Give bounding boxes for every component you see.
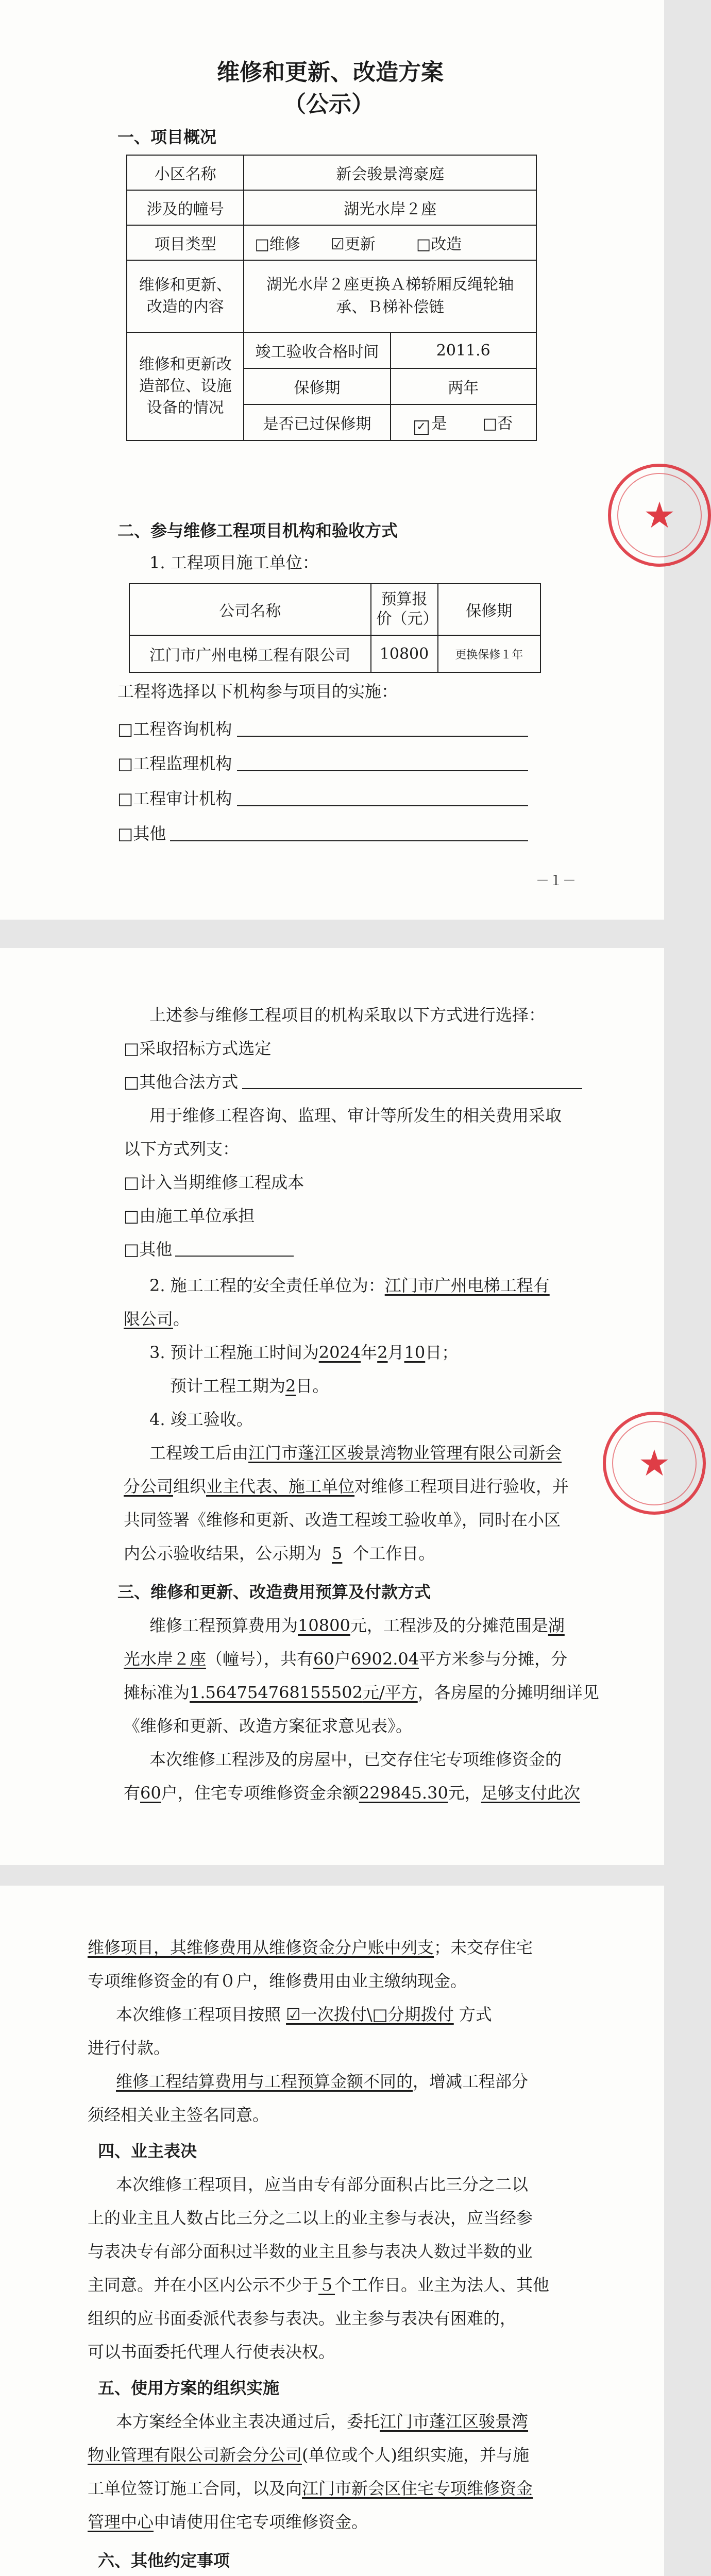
filled-value: 5 [332, 1544, 343, 1563]
text-span: 3. 预计工程施工时间为 [149, 1343, 319, 1362]
org-other: □其他 [117, 824, 166, 843]
text-span: 元， [448, 1783, 481, 1803]
text-span: 日。 [296, 1376, 329, 1396]
p3-line: 须经相关业主签名同意。 [88, 2105, 269, 2125]
filled-value: 1.564754768155502 [190, 1683, 363, 1702]
expired-yes: 是 [431, 414, 447, 433]
document-subtitle: （公示） [283, 91, 374, 117]
p3-line [88, 2275, 549, 2295]
text-span: 组织 [173, 1477, 207, 1496]
p3-line [88, 1937, 533, 1958]
acceptance-label: 竣工验收合格时间 [244, 332, 390, 368]
project-type-label: 项目类型 [127, 225, 244, 260]
filled-value: 足够支付此次 [481, 1783, 580, 1803]
parts-label: 维修和更新改造部位、设施设备的情况 [127, 332, 244, 440]
content-label: 维修和更新、改造的内容 [127, 260, 244, 332]
text-span: 对维修工程项目进行验收，并 [354, 1477, 569, 1496]
text-span: (单位或个人)组织实施，并与施 [302, 2445, 529, 2465]
section-heading-6: 六、其他约定事项 [98, 2551, 230, 2570]
filled-value: 分公司 [124, 1477, 174, 1496]
filled-value: ５ [318, 2275, 335, 2295]
text-span: 元，工程涉及的分摊范围是 [350, 1616, 548, 1635]
filled-value: 2024 [318, 1343, 361, 1362]
text-span: 个工作日。 [352, 1544, 435, 1563]
company-seal-stamp [608, 464, 711, 567]
p2-line: □由施工单位承担 [124, 1206, 255, 1226]
filled-value: 江门市新会区住宅专项维修资金 [302, 2479, 533, 2498]
p2-line: 以下方式列支： [124, 1139, 240, 1159]
community-value: 新会骏景湾豪庭 [244, 155, 536, 190]
blank-line [175, 1256, 294, 1257]
p2-line: □其他 [124, 1240, 173, 1259]
building-value: 湖光水岸２座 [244, 190, 536, 225]
section-heading-1: 一、项目概况 [117, 127, 217, 147]
filled-value: 2 [285, 1376, 296, 1396]
p3-line [116, 2071, 528, 2092]
p3-line: 专项维修资金的有０户，维修费用由业主缴纳现金。 [88, 1971, 467, 1991]
text-span: 本次维修工程项目按照 [116, 2005, 281, 2024]
text-span: 户 [334, 1649, 351, 1669]
expired-label: 是否已过保修期 [244, 404, 390, 440]
p2-line [124, 1682, 599, 1703]
p2-line: 共同签署《维修和更新、改造工程竣工验收单》，同时在小区 [124, 1510, 561, 1530]
building-label: 涉及的幢号 [127, 190, 244, 225]
text-span: 预计工程工期为 [170, 1376, 286, 1396]
blank-line [170, 840, 528, 841]
p2-line: □采取招标方式选定 [124, 1039, 272, 1058]
header-warranty: 保修期 [438, 584, 541, 635]
p2-line: 上述参与维修工程项目的机构采取以下方式进行选择： [149, 1005, 546, 1025]
warranty-value: 两年 [391, 368, 536, 404]
construction-unit-label: 1. 工程项目施工单位： [149, 553, 319, 572]
star-icon: ★ [643, 494, 676, 536]
project-overview-table [126, 155, 537, 441]
p2-line [124, 1649, 567, 1669]
p2-line: 4. 竣工验收。 [149, 1410, 253, 1429]
p2-line [149, 1275, 550, 1296]
project-type-options [244, 225, 536, 260]
expired-no: □否 [482, 414, 513, 433]
header-price: 预算报价（元） [371, 584, 438, 635]
filled-value: 江门市蓬江区骏景湾物业管理有限公司新会 [248, 1443, 562, 1463]
text-span: 有 [124, 1783, 141, 1803]
text-span: ；未交存住宅 [434, 1938, 533, 1957]
filled-value: 维修工程结算费用与工程预算金额不同的 [116, 2072, 413, 2091]
filled-value: 物业管理有限公司新会分公司 [88, 2445, 302, 2465]
text-span: 月 [387, 1343, 404, 1362]
type-update-option: 更新 [344, 235, 376, 253]
p3-line [88, 2445, 529, 2465]
org-select-text: 工程将选择以下机构参与项目的实施： [117, 682, 398, 701]
filled-value: 60 [313, 1649, 334, 1669]
text-span: ，各房屋的分摊明细详见 [417, 1683, 599, 1702]
star-icon: ★ [638, 1442, 671, 1484]
text-span: 主同意。并在小区内公示不少于 [88, 2275, 319, 2295]
page-number: －１－ [536, 873, 577, 889]
p2-line [124, 1476, 569, 1497]
text-span: 年 [361, 1343, 378, 1362]
text-span: 本方案经全体业主表决通过后，委托 [116, 2412, 380, 2431]
text-span: （幢号），共有 [206, 1649, 314, 1669]
filled-value: 维修项目，其维修费用从维修资金分户账中列支 [88, 1938, 434, 1957]
document-page-1 [0, 0, 676, 920]
filled-value: ☑一次拨付\□分期拨付 [286, 2005, 454, 2024]
price-cell: 10800 [371, 635, 438, 672]
warranty-cell: 更换保修１年 [438, 635, 541, 672]
p2-line [170, 1376, 329, 1396]
construction-unit-table [129, 583, 541, 673]
blank-line [237, 805, 528, 806]
p2-line [124, 1783, 580, 1803]
filled-value: 管理中心 [88, 2512, 154, 2532]
org-consult: □工程咨询机构 [117, 719, 232, 739]
community-label: 小区名称 [127, 155, 244, 190]
p2-line: 用于维修工程咨询、监理、审计等所发生的相关费用采取 [149, 1106, 562, 1125]
expired-options [391, 404, 536, 440]
document-page-3 [0, 1886, 664, 2576]
filled-value: 2 [377, 1343, 388, 1362]
filled-value: 10800 [298, 1616, 350, 1635]
text-span: 工单位签订施工合同，以及向 [88, 2479, 302, 2498]
filled-value: 湖 [548, 1616, 565, 1635]
p2-line: □计入当期维修工程成本 [124, 1173, 304, 1192]
filled-value: 10 [404, 1343, 426, 1362]
section-heading-5: 五、使用方案的组织实施 [98, 2378, 280, 2398]
company-seal-stamp [603, 1412, 706, 1515]
filled-value: 江门市广州电梯工程有 [384, 1276, 550, 1295]
p2-line: 本次维修工程涉及的房屋中，已交存住宅专项维修资金的 [149, 1750, 562, 1769]
p2-line [149, 1615, 565, 1636]
text-span: 户，住宅专项维修资金余额 [161, 1783, 359, 1803]
text-span: 维修工程预算费用为 [149, 1616, 298, 1635]
p2-line [124, 1309, 190, 1329]
p3-line: 组织的应书面委派代表参与表决。业主参与表决有困难的， [88, 2309, 517, 2328]
header-company: 公司名称 [129, 584, 371, 635]
p3-line: 上的业主且人数占比三分之二以上的业主参与表决，应当经参 [88, 2208, 533, 2228]
section-heading-4: 四、业主表决 [98, 2141, 197, 2161]
filled-value: 江门市蓬江区骏景湾 [380, 2412, 529, 2431]
filled-value: 229845.30 [359, 1783, 448, 1803]
filled-value: 元/平方 [362, 1683, 418, 1702]
company-cell: 江门市广州电梯工程有限公司 [129, 635, 371, 672]
section-heading-3: 三、维修和更新、改造费用预算及付款方式 [117, 1582, 431, 1602]
filled-value: 光水岸２座 [124, 1649, 207, 1669]
p2-line [124, 1543, 435, 1564]
p3-line: 进行付款。 [88, 2038, 171, 2058]
filled-value: 6902.04 [350, 1649, 419, 1669]
text-span: 摊标准为 [124, 1683, 190, 1702]
p3-line [116, 2004, 492, 2025]
text-span: 。 [173, 1309, 190, 1329]
acceptance-value: 2011.6 [391, 332, 536, 368]
p3-line: 可以书面委托代理人行使表决权。 [88, 2342, 335, 2362]
text-span: 申请使用住宅专项维修资金。 [154, 2512, 368, 2532]
text-span: 2. 施工工程的安全责任单位为： [149, 1276, 385, 1295]
text-span: 平方米参与分摊，分 [419, 1649, 568, 1669]
p3-line [88, 2512, 368, 2532]
filled-value: 60 [140, 1783, 161, 1803]
p2-line: 《维修和更新、改造方案征求意见表》。 [124, 1716, 413, 1736]
blank-line [237, 736, 528, 737]
p3-line [88, 2478, 533, 2499]
text-span: 工程竣工后由 [149, 1443, 249, 1463]
text-span: 方式 [459, 2005, 492, 2024]
p2-line: □其他合法方式 [124, 1072, 239, 1092]
filled-value: 业主代表、施工单位 [206, 1477, 355, 1496]
text-span: 内公示验收结果，公示期为 [124, 1544, 322, 1563]
p3-line: 与表决专有部分面积过半数的业主且参与表决人数过半数的业 [88, 2242, 533, 2261]
p2-line [149, 1342, 458, 1363]
content-value: 湖光水岸２座更换Ａ梯轿厢反绳轮轴承、Ｂ梯补偿链 [244, 260, 536, 332]
p3-line: 本次维修工程项目，应当由专有部分面积占比三分之二以 [116, 2175, 529, 2194]
document-page-2 [0, 948, 671, 1865]
text-span: 日； [425, 1343, 459, 1362]
type-repair-option: □维修 [255, 235, 300, 253]
blank-line [237, 770, 528, 771]
type-update-checkbox: ☑ [330, 235, 345, 253]
org-supervise: □工程监理机构 [117, 754, 232, 773]
p2-line [149, 1443, 562, 1463]
checked-box-icon: ✓ [414, 420, 429, 435]
p3-line [116, 2411, 528, 2432]
section-heading-2: 二、参与维修工程项目机构和验收方式 [117, 521, 398, 540]
document-title: 维修和更新、改造方案 [217, 59, 444, 86]
blank-line [242, 1088, 582, 1089]
type-renovate-option: □改造 [416, 235, 462, 253]
text-span: 个工作日。业主为法人、其他 [335, 2275, 550, 2295]
filled-value: 限公司 [124, 1309, 174, 1329]
org-audit: □工程审计机构 [117, 789, 232, 808]
warranty-label: 保修期 [244, 368, 390, 404]
text-span: ，增减工程部分 [413, 2072, 529, 2091]
